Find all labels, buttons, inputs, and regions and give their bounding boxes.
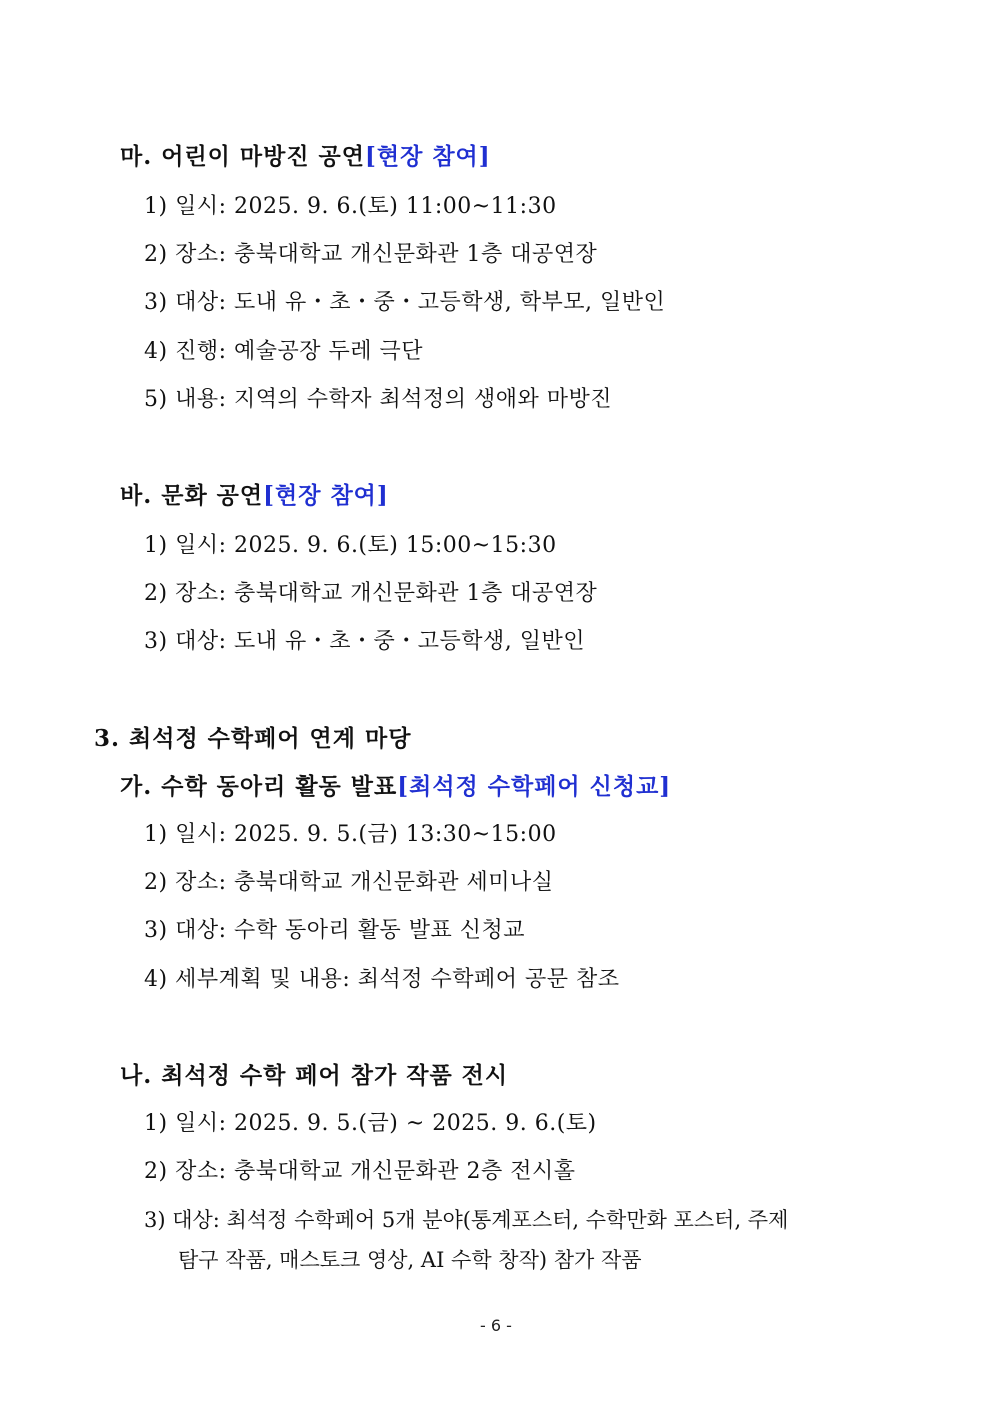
heading-ma-title: 마. 어린이 마방진 공연 — [120, 143, 365, 170]
heading-ma — [120, 138, 491, 171]
list-item: 1) 일시: 2025. 9. 6.(토) 11:00~11:30 — [144, 194, 557, 219]
list-item: 3) 대상: 도내 유・초・중・고등학생, 일반인 — [144, 629, 585, 654]
list-item: 2) 장소: 충북대학교 개신문화관 세미나실 — [144, 870, 554, 895]
list-item: 3) 대상: 최석정 수학페어 5개 분야(통계포스터, 수학만화 포스터, 주제 — [144, 1208, 789, 1232]
heading-ga — [120, 768, 671, 801]
list-item: 3) 대상: 도내 유・초・중・고등학생, 학부모, 일반인 — [144, 290, 666, 315]
list-item-continuation: 탐구 작품, 매스토크 영상, AI 수학 창작) 참가 작품 — [178, 1248, 642, 1272]
list-item: 4) 세부계획 및 내용: 최석정 수학페어 공문 참조 — [144, 967, 620, 992]
list-item: 1) 일시: 2025. 9. 5.(금) 13:30~15:00 — [144, 822, 557, 847]
list-item: 2) 장소: 충북대학교 개신문화관 1층 대공연장 — [144, 242, 598, 267]
heading-na — [120, 1057, 508, 1090]
heading-ba-tag: [현장 참여] — [263, 482, 389, 509]
list-item: 4) 진행: 예술공장 두레 극단 — [144, 339, 423, 364]
heading-ga-title: 가. 수학 동아리 활동 발표 — [120, 773, 398, 800]
list-item: 2) 장소: 충북대학교 개신문화관 2층 전시홀 — [144, 1159, 576, 1184]
list-item: 1) 일시: 2025. 9. 5.(금) ~ 2025. 9. 6.(토) — [144, 1111, 597, 1136]
list-item: 2) 장소: 충북대학교 개신문화관 1층 대공연장 — [144, 581, 598, 606]
page-number: - 6 - — [480, 1316, 512, 1335]
list-item: 1) 일시: 2025. 9. 6.(토) 15:00~15:30 — [144, 533, 557, 558]
heading-ba — [120, 477, 389, 510]
list-item: 3) 대상: 수학 동아리 활동 발표 신청교 — [144, 918, 525, 943]
section-3-title: 3. 최석정 수학페어 연계 마당 — [94, 725, 412, 752]
list-item: 5) 내용: 지역의 수학자 최석정의 생애와 마방진 — [144, 387, 612, 412]
heading-na-title: 나. 최석정 수학 페어 참가 작품 전시 — [120, 1062, 509, 1089]
heading-ga-tag: [최석정 수학페어 신청교] — [397, 773, 672, 800]
heading-ma-tag: [현장 참여] — [365, 143, 491, 170]
heading-ba-title: 바. 문화 공연 — [120, 482, 264, 509]
